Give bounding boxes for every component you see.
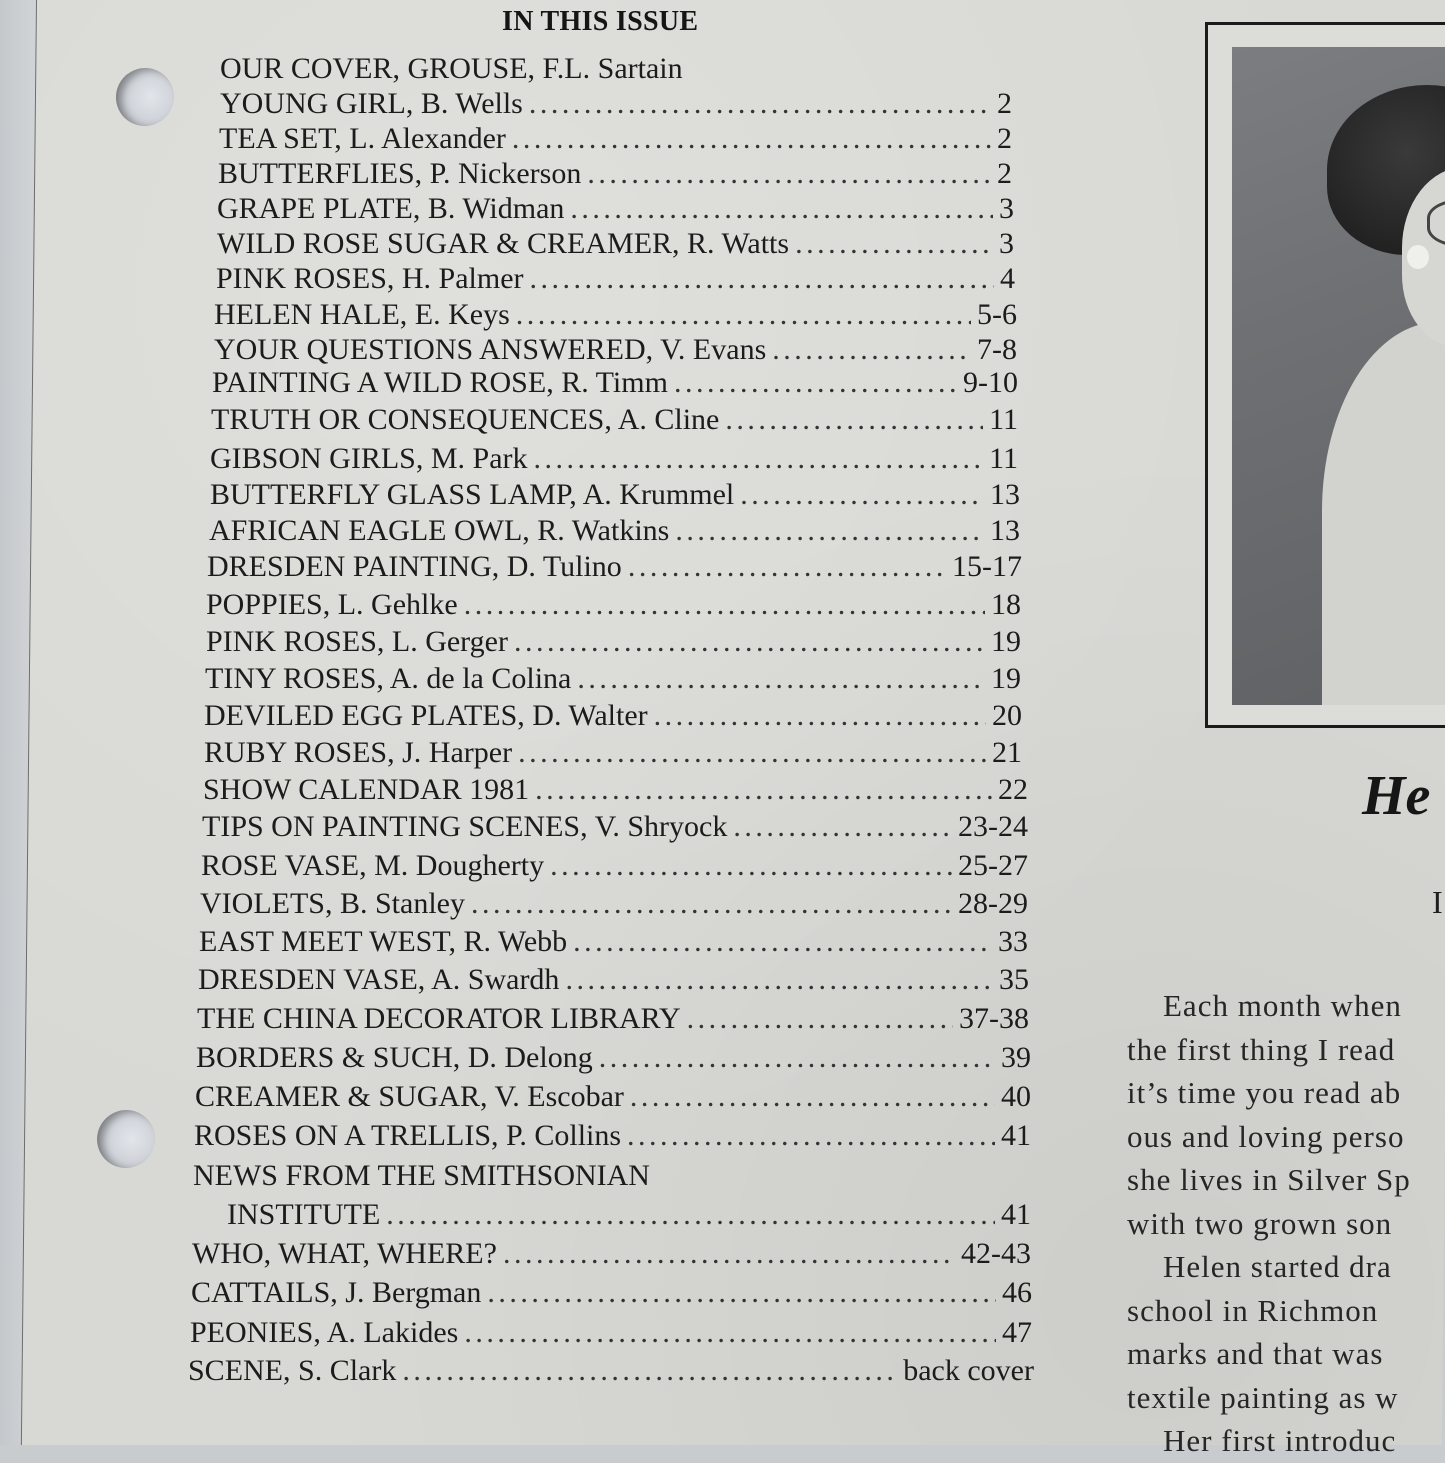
- leader-dots: [512, 122, 991, 156]
- body-line: school in Richmon: [1127, 1292, 1379, 1328]
- leader-dots: [599, 1041, 995, 1075]
- article-title: He: [1362, 765, 1431, 827]
- leader-dots: [725, 403, 983, 437]
- leader-dots: [514, 625, 985, 659]
- toc-entry: YOUR QUESTIONS ANSWERED, V. Evans . . . 7-8: [214, 333, 1017, 369]
- leader-dots: [487, 1276, 996, 1310]
- body-line: Each month when: [1163, 988, 1402, 1023]
- body-line: it’s time you read ab: [1127, 1075, 1402, 1110]
- toc-entry: DEVILED EGG PLATES, D. Walter . . . 20: [204, 699, 1022, 735]
- leader-dots: [518, 736, 986, 770]
- body-line: Her first introduc: [1163, 1423, 1397, 1458]
- toc-entry: ROSES ON A TRELLIS, P. Collins . . . 41: [194, 1119, 1031, 1155]
- body-line: Helen started dra: [1163, 1249, 1392, 1284]
- leader-dots: [529, 87, 991, 121]
- leader-dots: [587, 157, 991, 191]
- leader-dots: [627, 1119, 995, 1153]
- toc-entry: INSTITUTE . . . 41: [227, 1198, 1031, 1234]
- toc-entry: YOUNG GIRL, B. Wells . . . 2: [220, 87, 1012, 123]
- leader-dots: [386, 1198, 995, 1232]
- toc-entry: HELEN HALE, E. Keys . . . 5-6: [214, 298, 1017, 334]
- toc-entry: TINY ROSES, A. de la Colina . . . 19: [205, 662, 1021, 698]
- toc-entry: BUTTERFLY GLASS LAMP, A. Krummel . . . 13: [210, 478, 1020, 514]
- toc-entry: POPPIES, L. Gehlke . . . 18: [206, 588, 1021, 624]
- binder-hole-top: [116, 68, 175, 126]
- body-line: ous and loving perso: [1127, 1118, 1405, 1154]
- toc-entry: BUTTERFLIES, P. Nickerson . . . 2: [218, 157, 1012, 193]
- leader-dots: [675, 514, 984, 548]
- leader-dots: [654, 699, 986, 733]
- leader-dots: [464, 1316, 996, 1350]
- leader-dots: [687, 1002, 953, 1036]
- leader-dots: [733, 810, 952, 844]
- toc-entry: WHO, WHAT, WHERE? . . . 42-43: [192, 1237, 1031, 1273]
- toc-entry: RUBY ROSES, J. Harper . . . 21: [204, 736, 1022, 772]
- leader-dots: [740, 478, 984, 512]
- leader-dots: [464, 588, 985, 622]
- toc-entry: TRUTH OR CONSEQUENCES, A. Cline . . . 11: [211, 403, 1018, 439]
- toc-entry: CREAMER & SUGAR, V. Escobar . . . 40: [195, 1080, 1031, 1116]
- leader-dots: [535, 773, 992, 807]
- body-line: the first thing I read: [1127, 1031, 1396, 1067]
- toc-entry: VIOLETS, B. Stanley . . . 28-29: [200, 887, 1028, 923]
- toc-entry: PAINTING A WILD ROSE, R. Timm . . . 9-10: [212, 366, 1018, 402]
- leader-dots: [577, 662, 985, 696]
- leader-dots: [530, 262, 994, 296]
- article-byline: I: [1432, 884, 1443, 920]
- leader-dots: [573, 925, 992, 959]
- toc-entry: NEWS FROM THE SMITHSONIAN: [193, 1159, 650, 1192]
- toc-entry: GRAPE PLATE, B. Widman . . . 3: [217, 192, 1014, 228]
- leader-dots: [628, 550, 946, 584]
- portrait-photo-frame: [1205, 22, 1445, 728]
- leader-dots: [570, 192, 993, 226]
- toc-entry: EAST MEET WEST, R. Webb . . . 33: [199, 925, 1028, 961]
- toc-entry: ROSE VASE, M. Dougherty . . . 25-27: [201, 849, 1028, 885]
- toc-entry: TIPS ON PAINTING SCENES, V. Shryock . . . 23-24: [202, 810, 1028, 846]
- body-line: she lives in Silver Sp: [1127, 1162, 1411, 1197]
- toc-entry: GIBSON GIRLS, M. Park . . . 11: [210, 442, 1018, 478]
- toc-entry: THE CHINA DECORATOR LIBRARY . . . 37-38: [197, 1002, 1029, 1038]
- toc-entry: OUR COVER, GROUSE, F.L. Sartain: [220, 52, 683, 85]
- toc-entry: PINK ROSES, L. Gerger . . . 19: [206, 625, 1021, 661]
- toc-entry: TEA SET, L. Alexander . . . 2: [219, 122, 1012, 158]
- body-line: with two grown son: [1127, 1205, 1393, 1241]
- article-body: [1127, 984, 1445, 1463]
- toc-entry: DRESDEN PAINTING, D. Tulino . . . 15-17: [207, 550, 1022, 586]
- leader-dots: [503, 1237, 955, 1271]
- toc-heading: IN THIS ISSUE: [502, 6, 699, 37]
- toc-entry: BORDERS & SUCH, D. Delong . . . 39: [196, 1041, 1031, 1077]
- leader-dots: [471, 887, 952, 921]
- toc-entry: CATTAILS, J. Bergman . . . 46: [191, 1276, 1032, 1312]
- binder-hole-bottom: [97, 1110, 156, 1168]
- leader-dots: [772, 333, 971, 367]
- leader-dots: [534, 442, 984, 476]
- leader-dots: [565, 963, 993, 997]
- body-line: textile painting as w: [1127, 1379, 1399, 1415]
- portrait-photo: [1232, 47, 1445, 705]
- toc-entry: WILD ROSE SUGAR & CREAMER, R. Watts . . . 3: [217, 227, 1014, 263]
- toc-entry: SCENE, S. Clark . . . back cover: [188, 1354, 1034, 1390]
- leader-dots: [516, 298, 971, 332]
- leader-dots: [674, 366, 957, 400]
- toc-entry: PINK ROSES, H. Palmer . . . 4: [216, 262, 1015, 298]
- body-line: marks and that was: [1127, 1336, 1384, 1371]
- leader-dots: [630, 1080, 995, 1114]
- leader-dots: [402, 1354, 897, 1388]
- leader-dots: [550, 849, 952, 883]
- leader-dots: [795, 227, 993, 261]
- toc-entry: PEONIES, A. Lakides . . . 47: [190, 1316, 1032, 1352]
- toc-entry: SHOW CALENDAR 1981 . . . 22: [203, 773, 1028, 809]
- toc-entry: AFRICAN EAGLE OWL, R. Watkins . . . 13: [209, 514, 1020, 550]
- toc-entry: DRESDEN VASE, A. Swardh . . . 35: [198, 963, 1029, 999]
